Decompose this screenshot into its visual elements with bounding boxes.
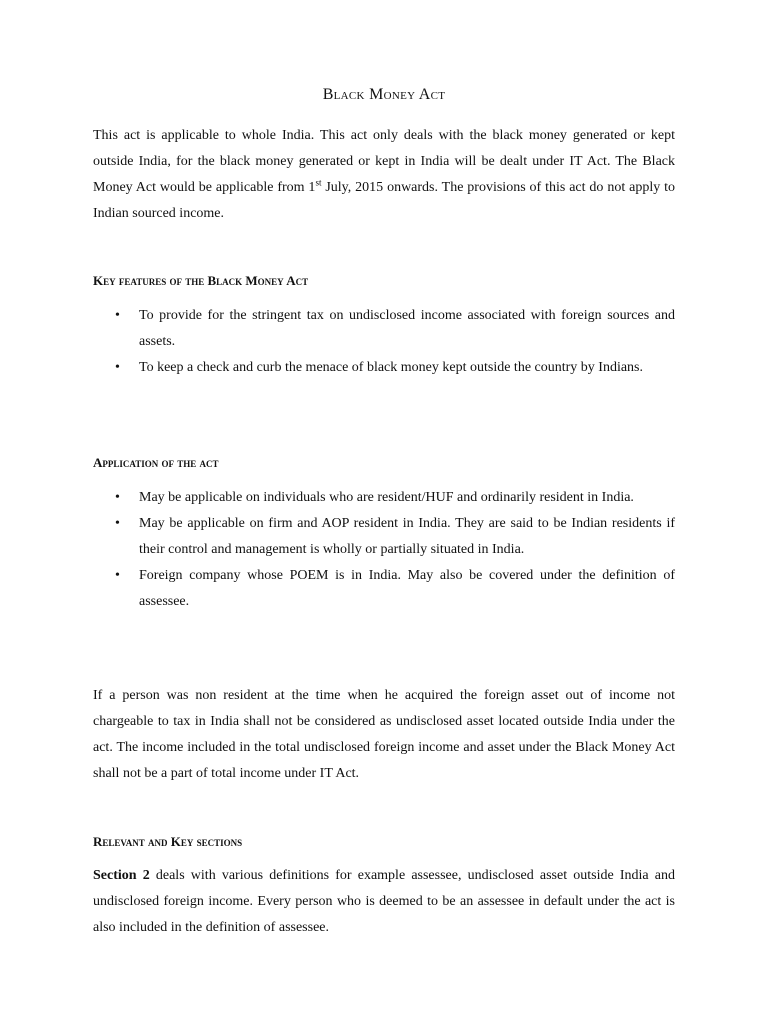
intro-text-b: July, 2015 onwards. The provisions of this act do not apply to Indian sourced income.: [93, 180, 675, 221]
bullet-icon: •: [115, 516, 120, 531]
intro-text-a: This act is applicable to whole India. This act only deals with the black money generated or kept outside India, for the black money generated or kept in India will be dealt under IT Act. The Black Money Act would be applicable from 1: [93, 128, 675, 195]
list-item-text: To provide for the stringent tax on undisclosed income associated with foreign sources and assets.: [139, 308, 675, 349]
application-heading: Application of the act: [93, 455, 219, 470]
section-2-text: deals with various definitions for example assessee, undisclosed asset outside India and undisclosed foreign income. Every person who is deemed to be an assessee in default under the act is also included in the definition of assessee.: [93, 868, 675, 935]
bullet-icon: •: [115, 360, 120, 375]
list-item-text: Foreign company whose POEM is in India. May also be covered under the definition of assessee.: [139, 568, 675, 609]
list-item-text: To keep a check and curb the menace of black money kept outside the country by Indians.: [139, 360, 644, 375]
sections-heading: Relevant and Key sections: [93, 834, 243, 849]
list-item: [93, 303, 675, 355]
section-2-label: Section 2: [93, 868, 150, 883]
list-item: [93, 355, 675, 381]
intro-paragraph: [93, 123, 675, 227]
key-features-heading: Key features of the Black Money Act: [93, 273, 309, 288]
intro-superscript: st: [315, 177, 322, 188]
list-item-text: May be applicable on individuals who are resident/HUF and ordinarily resident in India.: [139, 490, 634, 505]
bullet-icon: •: [115, 568, 120, 583]
list-item: [93, 485, 675, 511]
bullet-icon: •: [115, 308, 120, 323]
list-item: [93, 511, 675, 563]
list-item-text: May be applicable on firm and AOP resident in India. They are said to be Indian residents if their control and management is wholly or partially situated in India.: [139, 516, 675, 557]
list-item: [93, 563, 675, 615]
application-list: [93, 485, 675, 615]
non-resident-paragraph: If a person was non resident at the time when he acquired the foreign asset out of income not chargeable to tax in India shall not be considered as undisclosed asset located outside India under the act. The income included in the total undisclosed foreign income and asset under the Black Money Act shall not be a part of total income under IT Act.: [93, 688, 675, 781]
bullet-icon: •: [115, 490, 120, 505]
section-2-paragraph: [93, 863, 675, 941]
key-features-list: [93, 303, 675, 381]
document-title: Black Money Act: [322, 86, 446, 103]
